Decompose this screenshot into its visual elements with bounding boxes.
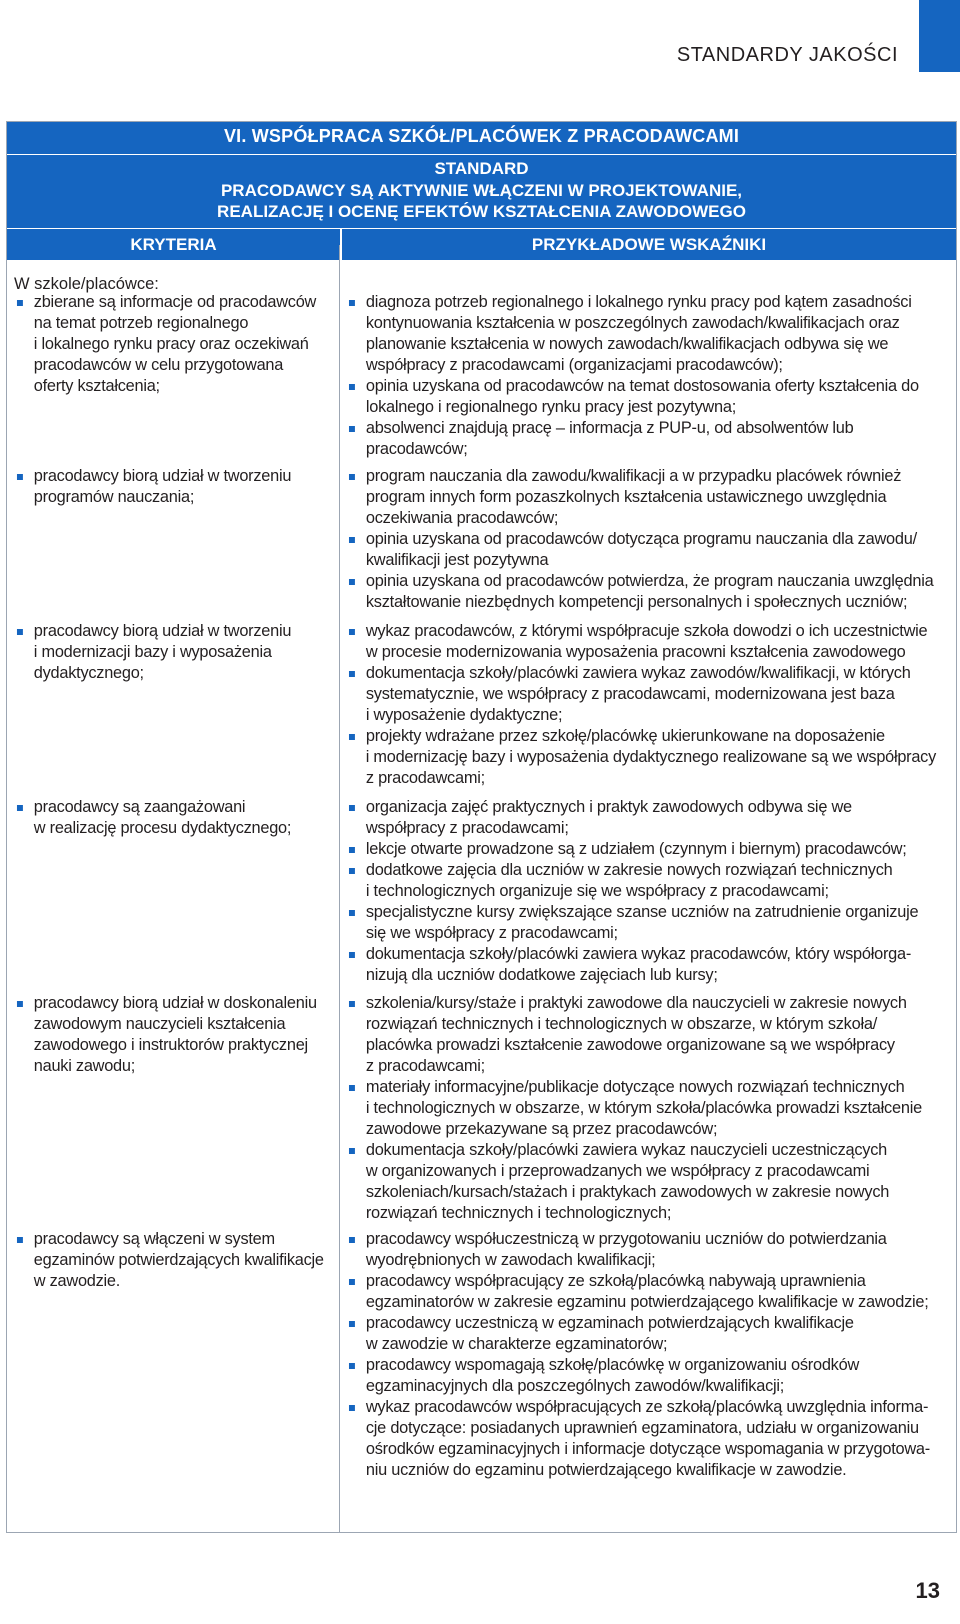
criterion-line: [14, 818, 326, 839]
indicator-item: [346, 466, 941, 529]
standard-label: STANDARD: [434, 159, 529, 178]
criterion-cell: [14, 292, 329, 397]
criterion-bullet-item: [14, 993, 326, 1014]
bullet-square-icon: [349, 1279, 355, 1285]
indicator-line: [346, 397, 936, 418]
indicator-line: [346, 621, 936, 642]
indicator-line: [346, 571, 936, 592]
indicator-line: [346, 418, 936, 439]
criterion-text: w zawodzie.: [33, 1272, 121, 1290]
indicator-item: [346, 839, 941, 860]
indicator-text: systematycznie, we współpracy z pracodawcami, modernizowana jest baza: [365, 685, 895, 703]
indicator-line: [346, 592, 936, 613]
indicator-item: [346, 993, 941, 1077]
indicator-line: [346, 529, 936, 550]
criterion-bullet-item: [14, 621, 326, 642]
indicator-line: [346, 1140, 936, 1161]
bullet-square-icon: [349, 537, 355, 543]
table-title: VI. WSPÓŁPRACA SZKÓŁ/PLACÓWEK Z PRACODAWCAMI: [7, 122, 956, 155]
indicator-text: kształtowanie niezbędnych kompetencji personalnych i społecznych uczniów;: [365, 593, 908, 611]
bullet-square-icon: [17, 805, 23, 811]
criterion-text: i lokalnego rynku pracy oraz oczekiwań: [33, 335, 309, 353]
indicator-line: [346, 1334, 936, 1355]
indicator-text: dodatkowe zajęcia dla uczniów w zakresie nowych rozwiązań technicznych: [365, 861, 893, 879]
bullet-square-icon: [349, 300, 355, 306]
indicator-line: [346, 1271, 936, 1292]
criterion-cell: [14, 797, 329, 839]
indicators-column-header: PRZYKŁADOWE WSKAŹNIKI: [531, 234, 767, 254]
indicator-text: z pracodawcami;: [365, 769, 485, 787]
criterion-text: w realizację procesu dydaktycznego;: [33, 819, 292, 837]
criterion-bullet-item: [14, 1229, 326, 1250]
indicator-line: [346, 797, 936, 818]
table-header-band: [7, 122, 956, 260]
indicator-text: szkoleniach/kursach/stażach i praktykach zawodowych w zakresie nowych: [365, 1183, 890, 1201]
indicator-item: [346, 663, 941, 726]
criterion-text: na temat potrzeb regionalnego: [33, 314, 249, 332]
bullet-square-icon: [349, 474, 355, 480]
bullet-square-icon: [349, 868, 355, 874]
criterion-bullet-item: [14, 292, 326, 313]
indicator-item: [346, 376, 941, 418]
criterion-cell: [14, 1229, 329, 1292]
bullet-square-icon: [349, 805, 355, 811]
indicator-text: współpracy z pracodawcami;: [365, 819, 569, 837]
criterion-text: zawodowym nauczycieli kształcenia: [33, 1015, 286, 1033]
criterion-text: zbierane są informacje od pracodawców: [33, 293, 317, 311]
indicator-item: [346, 1355, 941, 1397]
bullet-square-icon: [349, 1148, 355, 1154]
bullet-square-icon: [349, 671, 355, 677]
indicator-text: lekcje otwarte prowadzone są z udziałem (czynnym i biernym) pracodawców;: [365, 840, 907, 858]
indicators-cell: [346, 1229, 941, 1481]
bullet-square-icon: [349, 384, 355, 390]
indicator-text: materiały informacyjne/publikacje dotyczące nowych rozwiązań technicznych: [365, 1078, 905, 1096]
indicator-text: pracodawcy współpracujący ze szkołą/placówką nabywają uprawnienia: [365, 1272, 866, 1290]
indicator-line: [346, 881, 936, 902]
bullet-square-icon: [349, 1085, 355, 1091]
bullet-square-icon: [17, 1237, 23, 1243]
criterion-line: [14, 642, 326, 663]
indicator-line: [346, 768, 936, 789]
indicator-line: [346, 439, 936, 460]
criterion-line: [14, 663, 326, 684]
indicator-text: z pracodawcami;: [365, 1057, 485, 1075]
indicator-text: wykaz pracodawców współpracujących ze szkołą/placówką uwzględnia informa-: [365, 1398, 929, 1416]
indicator-line: [346, 726, 936, 747]
criterion-text: programów nauczania;: [33, 488, 195, 506]
indicator-text: pracodawcy wspomagają szkołę/placówkę w organizowaniu ośrodków: [365, 1356, 860, 1374]
indicator-line: [346, 355, 936, 376]
criterion-line: [14, 487, 326, 508]
indicator-text: dokumentacja szkoły/placówki zawiera wykaz pracodawców, który współorga-: [365, 945, 912, 963]
indicator-line: [346, 860, 936, 881]
indicator-line: [346, 642, 936, 663]
indicator-item: [346, 860, 941, 902]
indicator-text: dokumentacja szkoły/placówki zawiera wykaz zawodów/kwalifikacji, w których: [365, 664, 911, 682]
indicator-line: [346, 1119, 936, 1140]
column-headers: [7, 228, 956, 260]
indicators-cell: [346, 466, 941, 613]
criterion-line: [14, 313, 326, 334]
indicator-text: pracodawcy uczestniczą w egzaminach potwierdzających kwalifikacje: [365, 1314, 854, 1332]
indicator-line: [346, 684, 936, 705]
indicator-text: dokumentacja szkoły/placówki zawiera wykaz nauczycieli uczestniczących: [365, 1141, 888, 1159]
indicator-text: opinia uzyskana od pracodawców potwierdza, że program nauczania uwzględnia: [365, 572, 934, 590]
indicator-item: [346, 1271, 941, 1313]
indicator-text: w organizowanych i przeprowadzanych we współpracy z pracodawcami: [365, 1162, 870, 1180]
indicator-item: [346, 902, 941, 944]
bullet-square-icon: [349, 1001, 355, 1007]
page-number: 13: [915, 1578, 940, 1603]
indicators-cell: [346, 292, 941, 460]
indicator-text: egzaminatorów w zakresie egzaminu potwierdzającego kwalifikacje w zawodzie;: [365, 1293, 929, 1311]
bullet-square-icon: [17, 629, 23, 635]
indicator-line: [346, 839, 936, 860]
indicator-text: nizują dla uczniów dodatkowe zajęciach lub kursy;: [365, 966, 718, 984]
indicator-text: lokalnego i regionalnego rynku pracy jest pozytywna;: [365, 398, 736, 416]
indicator-text: pracodawcy współuczestniczą w przygotowaniu uczniów do potwierdzania: [365, 1230, 887, 1248]
criterion-text: pracodawców w celu przygotowana: [33, 356, 284, 374]
criterion-bullet-item: [14, 466, 326, 487]
criterion-line: [14, 1035, 326, 1056]
indicator-text: specjalistyczne kursy zwiększające szanse uczniów na zatrudnienie organizuje: [365, 903, 919, 921]
indicator-text: rozwiązań technicznych i technologicznych;: [365, 1204, 672, 1222]
indicator-line: [346, 1056, 936, 1077]
indicator-line: [346, 334, 936, 355]
indicator-line: [346, 1203, 936, 1224]
indicator-item: [346, 418, 941, 460]
indicator-text: placówka prowadzi kształcenie zawodowe organizowane są we współpracy: [365, 1036, 895, 1054]
criterion-line: [14, 1014, 326, 1035]
bullet-square-icon: [349, 952, 355, 958]
indicator-text: kwalifikacji jest pozytywna: [365, 551, 549, 569]
indicator-line: [346, 1098, 936, 1119]
indicator-text: program innych form pozaszkolnych kształcenia ustawicznego uwzględnia: [365, 488, 887, 506]
bullet-square-icon: [349, 1405, 355, 1411]
bullet-square-icon: [17, 1001, 23, 1007]
indicator-line: [346, 487, 936, 508]
column-divider: [339, 245, 340, 1532]
indicator-text: i technologicznych organizuje się we współpracy z pracodawcami;: [365, 882, 829, 900]
bullet-square-icon: [349, 847, 355, 853]
indicator-text: planowanie kształcenia w nowych zawodach/kwalifikacjach odbywa się we: [365, 335, 889, 353]
criterion-line: [14, 355, 326, 376]
indicators-cell: [346, 797, 941, 986]
bullet-square-icon: [349, 426, 355, 432]
criterion-cell: [14, 993, 329, 1077]
indicator-item: [346, 944, 941, 986]
indicator-line: [346, 965, 936, 986]
indicator-item: [346, 1077, 941, 1140]
indicator-line: [346, 1077, 936, 1098]
indicator-line: [346, 818, 936, 839]
indicator-item: [346, 292, 941, 376]
indicator-text: opinia uzyskana od pracodawców dotycząca programu nauczania dla zawodu/: [365, 530, 917, 548]
criterion-line: [14, 376, 326, 397]
indicator-line: [346, 747, 934, 768]
indicator-line: [346, 1418, 936, 1439]
indicator-item: [346, 529, 941, 571]
indicator-line: [346, 550, 936, 571]
indicator-text: się we współpracy z pracodawcami;: [365, 924, 618, 942]
indicator-line: [346, 1161, 936, 1182]
indicator-item: [346, 621, 941, 663]
indicator-text: ośrodków egzaminacyjnych i informacje dotyczące wspomagania w przygotowa-: [365, 1440, 930, 1458]
criterion-line: [14, 1056, 326, 1077]
indicator-text: w zawodzie w charakterze egzaminatorów;: [365, 1335, 668, 1353]
indicator-line: [346, 1460, 936, 1481]
indicator-line: [346, 1313, 936, 1334]
bullet-square-icon: [349, 1321, 355, 1327]
indicator-text: absolwenci znajdują pracę – informacja z PUP-u, od absolwentów lub: [365, 419, 854, 437]
criterion-text: egzaminów potwierdzających kwalifikacje: [33, 1251, 324, 1269]
indicator-text: diagnoza potrzeb regionalnego i lokalnego rynku pracy pod kątem zasadności: [365, 293, 912, 311]
indicator-text: współpracy z pracodawcami (organizacjami pracodawców);: [365, 356, 783, 374]
indicator-line: [346, 1229, 936, 1250]
indicator-text: i wyposażenie dydaktyczne;: [365, 706, 563, 724]
indicator-line: [346, 508, 936, 529]
criterion-text: pracodawcy są zaangażowani: [33, 798, 246, 816]
indicator-text: rozwiązań technicznych i technologicznych w obszarze, w którym szkoła/: [365, 1015, 878, 1033]
criterion-text: nauki zawodu;: [33, 1057, 136, 1075]
indicator-line: [346, 1014, 936, 1035]
indicator-line: [346, 1439, 936, 1460]
bullet-square-icon: [349, 1237, 355, 1243]
criterion-cell: [14, 466, 329, 508]
indicator-text: kontynuowania kształcenia w poszczególnych zawodach/kwalifikacjach oraz: [365, 314, 900, 332]
criterion-bullet-item: [14, 797, 326, 818]
indicator-line: [346, 1250, 936, 1271]
indicator-text: program nauczania dla zawodu/kwalifikacji a w przypadku placówek również: [365, 467, 902, 485]
bullet-square-icon: [349, 629, 355, 635]
bullet-square-icon: [349, 1363, 355, 1369]
bullet-square-icon: [17, 474, 23, 480]
standard-line: REALIZACJĘ I OCENĘ EFEKTÓW KSZTAŁCENIA ZAWODOWEGO: [217, 202, 746, 221]
indicator-item: [346, 571, 941, 613]
indicator-line: [346, 705, 936, 726]
indicator-line: [346, 1376, 936, 1397]
indicator-item: [346, 1313, 941, 1355]
criterion-text: pracodawcy są włączeni w system: [33, 1230, 275, 1248]
indicator-line: [346, 902, 936, 923]
criterion-text: pracodawcy biorą udział w doskonaleniu: [33, 994, 317, 1012]
indicator-line: [346, 1035, 936, 1056]
running-head: STANDARDY JAKOŚCI: [676, 44, 898, 66]
standard-line: PRACODAWCY SĄ AKTYWNIE WŁĄCZENI W PROJEKTOWANIE,: [220, 181, 743, 200]
indicator-line: [346, 1292, 936, 1313]
indicator-text: opinia uzyskana od pracodawców na temat dostosowania oferty kształcenia do: [365, 377, 919, 395]
indicator-line: [346, 1355, 936, 1376]
criterion-cell: [14, 621, 329, 684]
indicator-text: i technologicznych w obszarze, w którym szkoła/placówka prowadzi kształcenie: [365, 1099, 922, 1117]
indicator-line: [346, 313, 936, 334]
standard-statement: [7, 180, 956, 228]
bullet-square-icon: [349, 734, 355, 740]
indicator-item: [346, 1229, 941, 1271]
indicator-line: [346, 944, 936, 965]
indicator-text: i modernizację bazy i wyposażenia dydaktycznego realizowane są we współpracy: [365, 748, 936, 766]
indicator-text: cje dotyczące: posiadanych uprawnień egzaminatora, udziału w organizowaniu: [365, 1419, 919, 1437]
criterion-line: [14, 1271, 326, 1292]
criterion-line: [14, 1250, 326, 1271]
indicator-line: [346, 1182, 936, 1203]
indicator-item: [346, 797, 941, 839]
table-intro: W szkole/placówce:: [14, 275, 159, 293]
indicators-cell: [346, 993, 941, 1224]
indicator-line: [346, 292, 936, 313]
indicators-cell: [346, 621, 941, 789]
indicator-text: szkolenia/kursy/staże i praktyki zawodowe dla nauczycieli w zakresie nowych: [365, 994, 907, 1012]
section-color-tab: [919, 0, 960, 72]
criteria-column-header: KRYTERIA: [7, 229, 342, 260]
indicator-text: w procesie modernizowania wyposażenia pracowni kształcenia zawodowego: [365, 643, 906, 661]
indicator-item: [346, 726, 941, 789]
indicator-text: zawodowe przekazywane są przez pracodawców;: [365, 1120, 718, 1138]
indicator-text: wykaz pracodawców, z którymi współpracuje szkoła dowodzi o ich uczestnictwie: [365, 622, 928, 640]
indicator-item: [346, 1397, 941, 1481]
indicator-line: [346, 923, 936, 944]
criterion-text: zawodowego i instruktorów praktycznej: [33, 1036, 308, 1054]
indicator-line: [346, 993, 936, 1014]
indicator-text: organizacja zajęć praktycznych i praktyk zawodowych odbywa się we: [365, 798, 852, 816]
criterion-line: [14, 334, 326, 355]
indicator-text: niu uczniów do egzaminu potwierdzającego kwalifikacje w zawodzie.: [365, 1461, 847, 1479]
criterion-text: pracodawcy biorą udział w tworzeniu: [33, 622, 292, 640]
bullet-square-icon: [17, 300, 23, 306]
indicator-item: [346, 1140, 941, 1224]
indicator-text: projekty wdrażane przez szkołę/placówkę ukierunkowane na doposażenie: [365, 727, 885, 745]
indicator-text: pracodawców;: [365, 440, 468, 458]
bullet-square-icon: [349, 910, 355, 916]
bullet-square-icon: [349, 579, 355, 585]
criterion-text: i modernizacji bazy i wyposażenia: [33, 643, 272, 661]
indicator-text: wyodrębnionych w zawodach kwalifikacji;: [365, 1251, 656, 1269]
criterion-text: oferty kształcenia;: [33, 377, 160, 395]
criterion-text: dydaktycznego;: [33, 664, 144, 682]
indicator-line: [346, 1397, 936, 1418]
indicator-text: egzaminacyjnych dla poszczególnych zawodów/kwalifikacji;: [365, 1377, 785, 1395]
indicator-line: [346, 466, 936, 487]
indicator-line: [346, 376, 936, 397]
criterion-text: pracodawcy biorą udział w tworzeniu: [33, 467, 292, 485]
indicator-text: oczekiwania pracodawców;: [365, 509, 559, 527]
indicator-line: [346, 663, 936, 684]
